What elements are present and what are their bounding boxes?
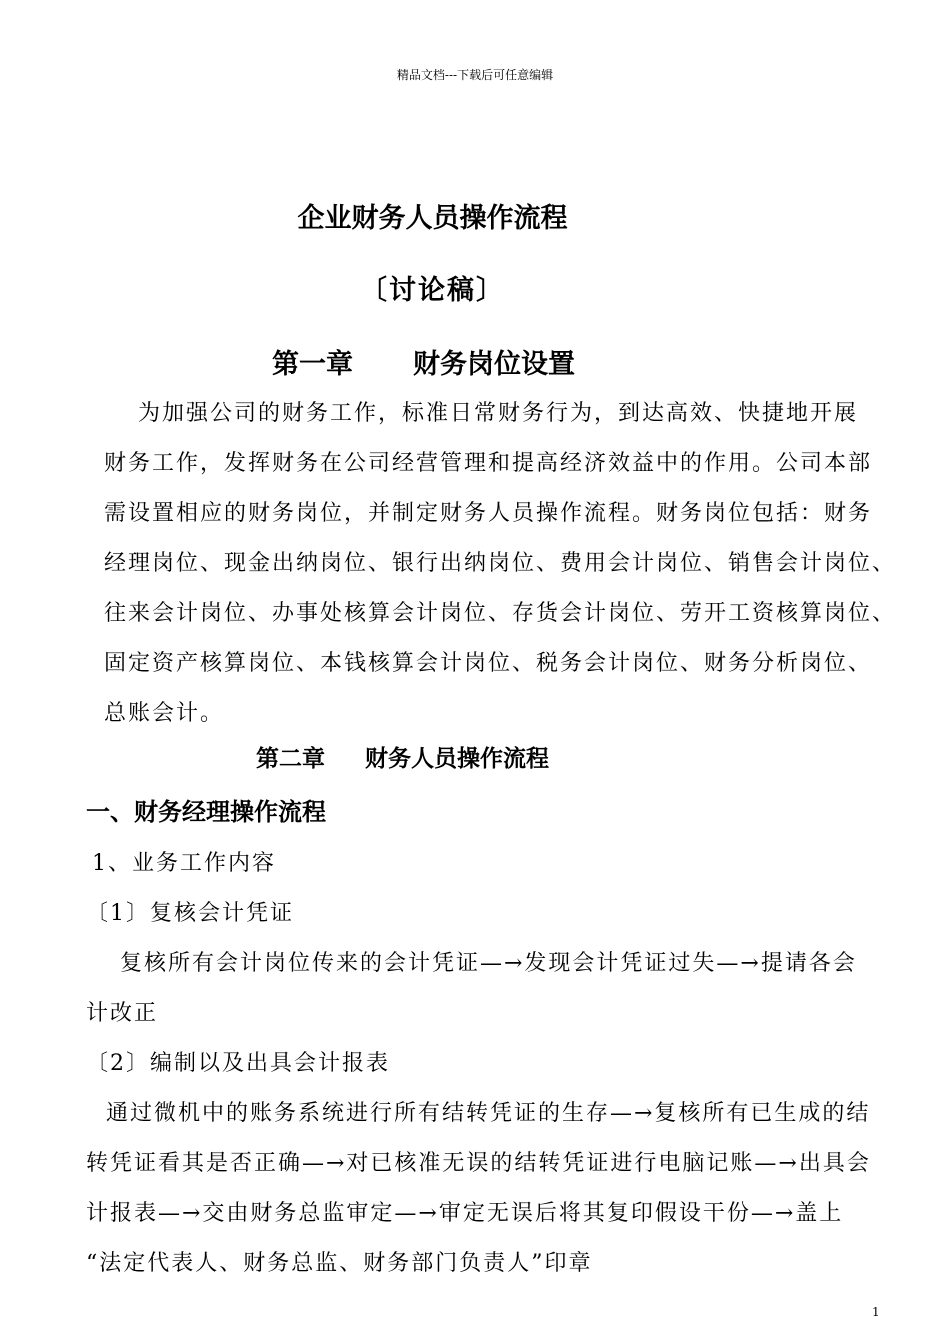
chapter-1-name: 财务岗位设置 — [413, 349, 575, 380]
intro-line: 总账会计。 — [104, 701, 225, 726]
intro-line: 往来会计岗位、办事处核算会计岗位、存货会计岗位、劳开工资核算岗位、 — [104, 601, 897, 626]
intro-line: 需设置相应的财务岗位，并制定财务人员操作流程。财务岗位包括：财务 — [104, 501, 873, 526]
sub-heading: 〔1〕复核会计凭证 — [86, 901, 294, 926]
chapter-1-number: 第一章 — [272, 349, 353, 380]
intro-line: 财务工作，发挥财务在公司经营管理和提高经济效益中的作用。公司本部 — [104, 451, 873, 476]
section-heading: 一、财务经理操作流程 — [86, 797, 326, 826]
chapter-2-name: 财务人员操作流程 — [365, 745, 549, 772]
item-heading: 1、业务工作内容 — [92, 851, 276, 876]
intro-line: 经理岗位、现金出纳岗位、银行出纳岗位、费用会计岗位、销售会计岗位、 — [104, 551, 897, 576]
sub-heading: 〔2〕编制以及出具会计报表 — [86, 1051, 390, 1076]
chapter-2-heading — [256, 740, 549, 773]
paragraph-line: 计报表—→交由财务总监审定—→审定无误后将其复印假设干份—→盖上 — [86, 1201, 844, 1226]
page-number: 1 — [872, 1305, 880, 1319]
intro-line: 固定资产核算岗位、本钱核算会计岗位、税务会计岗位、财务分析岗位、 — [104, 651, 873, 676]
page-header: 精品文档---下载后可任意编辑 — [396, 68, 554, 82]
chapter-2-number: 第二章 — [256, 745, 325, 772]
intro-line: 为加强公司的财务工作，标准日常财务行为，到达高效、快捷地开展 — [138, 401, 859, 426]
paragraph-line: 通过微机中的账务系统进行所有结转凭证的生存—→复核所有已生成的结 — [106, 1101, 871, 1126]
chapter-1-heading — [272, 342, 575, 381]
paragraph-line: “法定代表人、财务总监、财务部门负责人”印章 — [86, 1251, 593, 1276]
document-title: 企业财务人员操作流程 — [297, 203, 568, 234]
paragraph-line: 复核所有会计岗位传来的会计凭证—→发现会计凭证过失—→提请各会 — [120, 951, 857, 976]
document-subtitle: 〔讨论稿〕 — [360, 275, 505, 306]
paragraph-line: 转凭证看其是否正确—→对已核准无误的结转凭证进行电脑记账—→出具会 — [86, 1151, 871, 1176]
paragraph-line: 计改正 — [86, 1001, 159, 1026]
